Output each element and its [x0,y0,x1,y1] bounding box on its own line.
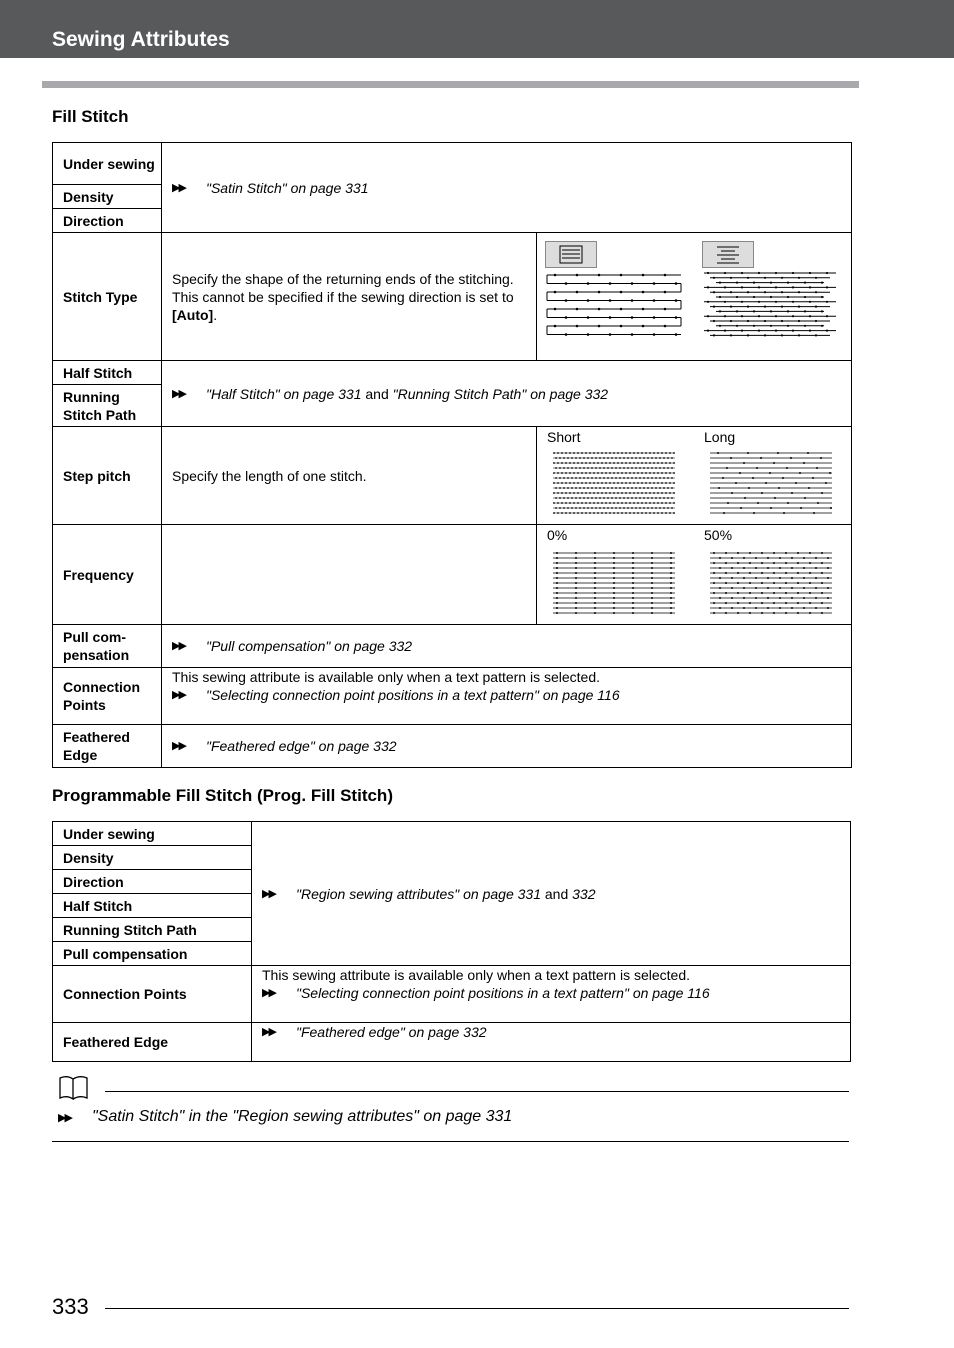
page-header [0,0,954,58]
note-text [58,1108,512,1126]
stitch-type-a-pattern [545,271,685,341]
row-under-sewing: Under sewing [53,822,252,846]
pct0-caption: 0% [547,527,568,543]
row-pull-comp: Pull com-pensation [53,625,162,668]
arrow-icon: ▶▶ [262,987,275,999]
row-direction: Direction [53,209,162,233]
step-pitch-desc: Specify the length of one stitch. [162,427,537,525]
ref-link[interactable]: 332 [572,885,596,902]
prog-fill-heading: Programmable Fill Stitch (Prog. Fill Stitch) [52,786,393,805]
fill-stitch-table: Under sewing ▶▶ "Satin Stitch" on page 331 Density Direction Stitch Type Specify the shape of the returning ends of the stitching. This cannot be specified if the sewing direction is set to [Auto]. Half Stitch ▶▶ "Half Stitch" on page 331 and "Running Stitch Path" on page 332 Running Stitch Path Step pitch Specify the length of one stitch. Short Long Frequency 0% 50% Pull com-pensation ▶▶ "Pull compensation" on page 332 Connection Points This sewing attribute is available only when a text pattern is selected. ▶▶ "Selecting connection point positions in a text pattern" on page 116 Feathered Edge ▶▶ "Feathered edge" on page 332 [52,142,852,768]
note-rule [105,1091,849,1092]
ref-link[interactable]: "Pull compensation" on page 332 [206,638,413,654]
page-number: 333 [52,1294,89,1319]
ref-link[interactable]: "Satin Stitch" on page 331 [206,179,369,196]
arrow-icon: ▶▶ [172,387,185,400]
ref-link[interactable]: "Selecting connection point positions in a text pattern" on page 116 [296,985,710,1001]
note-bottom-rule [52,1141,849,1142]
row-feathered-edge: Feathered Edge [53,725,162,768]
stitch-type-desc: Specify the shape of the returning ends of the stitching. This cannot be specified if the sewing direction is set to [Auto]. [162,233,537,361]
short-pitch-pattern [553,451,677,517]
arrow-icon: ▶▶ [262,887,275,900]
arrow-icon: ▶▶ [58,1111,71,1124]
row-running-path: Running Stitch Path [53,918,252,942]
arrow-icon: ▶▶ [172,181,185,194]
stitch-type-images [537,233,852,361]
long-caption: Long [704,429,736,445]
arrow-icon: ▶▶ [172,689,185,701]
stitch-type-b-button-icon[interactable] [702,241,754,268]
row-stitch-type: Stitch Type [53,233,162,361]
footer-rule [105,1308,849,1309]
row-pull-comp: Pull compensation [53,942,252,966]
ref-link[interactable]: "Satin Stitch" in the "Region sewing attributes" on page 331 [92,1108,513,1125]
arrow-icon: ▶▶ [172,640,185,652]
conn-desc: This sewing attribute is available only when a text pattern is selected. [172,669,601,685]
header-rule [42,81,859,88]
book-icon [58,1075,90,1101]
ref-link[interactable]: "Selecting connection point positions in a text pattern" on page 116 [206,687,620,703]
row-half-stitch: Half Stitch [53,894,252,918]
ref-link[interactable]: "Half Stitch" on page 331 [206,385,362,402]
short-caption: Short [547,429,581,445]
prog-fill-table: Under sewing ▶▶ "Region sewing attributes" on page 331 and 332 Density Direction Half Stitch Running Stitch Path Pull compensation Connection Points This sewing attribute is available only when a text pattern is selected. ▶▶ "Selecting connection point positions in a text pattern" on page 116 Feathered Edge ▶▶ "Feathered edge" on page 332 [52,821,851,1062]
row-density: Density [53,846,252,870]
arrow-icon: ▶▶ [262,1026,275,1038]
freq-0-pattern [553,551,677,617]
row-connection-points: Connection Points [53,966,252,1023]
row-under-sewing: Under sewing [53,143,162,185]
arrow-icon: ▶▶ [172,740,185,752]
row-running-path: Running Stitch Path [53,385,162,427]
ref-link[interactable]: "Running Stitch Path" on page 332 [392,385,609,402]
row-direction: Direction [53,870,252,894]
pct50-caption: 50% [704,527,733,543]
conn-desc: This sewing attribute is available only when a text pattern is selected. [262,967,691,983]
ref-link[interactable]: "Feathered edge" on page 332 [296,1024,487,1040]
page-title: Sewing Attributes [52,28,230,51]
row-density: Density [53,185,162,209]
row-feathered-edge: Feathered Edge [53,1023,252,1062]
ref-link[interactable]: "Region sewing attributes" on page 331 [296,885,541,902]
stitch-type-a-button-icon[interactable] [545,241,597,268]
row-step-pitch: Step pitch [53,427,162,525]
row-half-stitch: Half Stitch [53,361,162,385]
ref-link[interactable]: "Feathered edge" on page 332 [206,738,397,754]
freq-50-pattern [710,551,834,617]
row-frequency: Frequency [53,525,162,625]
long-pitch-pattern [710,451,834,517]
row-connection-points: Connection Points [53,668,162,725]
fill-stitch-heading: Fill Stitch [52,107,129,126]
stitch-type-b-pattern [702,271,842,341]
